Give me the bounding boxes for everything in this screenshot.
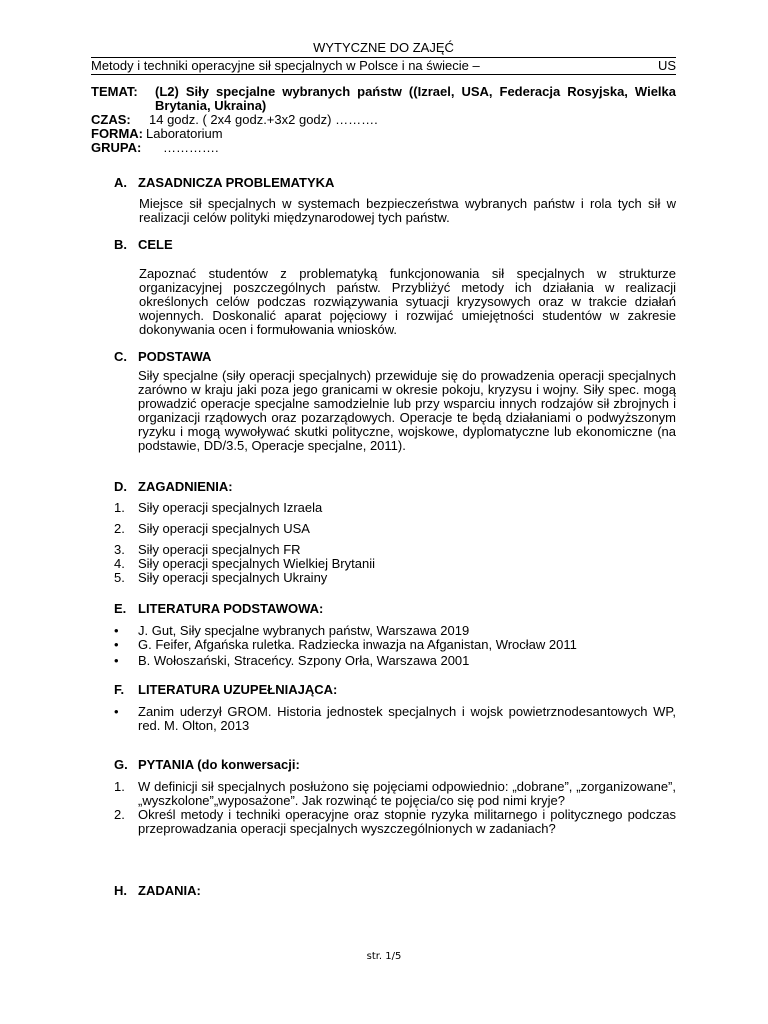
- list-item: • J. Gut, Siły specjalne wybranych państw, Warszawa 2019: [114, 623, 470, 638]
- section-a-text: Miejsce sił specjalnych w systemach bezpieczeństwa wybranych państw i rola tych sił w realizacji celów polityki międzynarodowej tych państw.: [139, 196, 676, 225]
- temat-row: [91, 85, 676, 113]
- section-c-text: Siły specjalne (siły operacji specjalnych) przewiduje się do prowadzenia operacji specjalnych zarówno w kraju jaki poza jego granicami w okresie pokoju, kryzysu i wojny. Siły spec. mogą prowadzić operacje specjalne samodzielnie lub przy wsparciu innych rodzajów sił zbrojnych i organizacji rządowych oraz pozarządowych. Operacje te będą działaniami o podwyższonym ryzyku i mogą wywoływać skutki polityczne, wojskowe, dyplomatyczne lub ekonomiczne (na podstawie, DD/3.5, Operacje specjalne, 2011).: [138, 368, 676, 453]
- section-title: LITERATURA PODSTAWOWA:: [138, 601, 324, 616]
- section-title: ZADANIA:: [138, 883, 201, 898]
- section-f-heading: [114, 682, 676, 698]
- section-letter: G.: [114, 757, 128, 772]
- section-d-heading: [114, 479, 676, 495]
- literatura-podstawowa-list: [91, 624, 676, 668]
- section-title: PODSTAWA: [138, 349, 212, 364]
- course-code: US: [657, 58, 676, 73]
- meta-block: [91, 85, 676, 155]
- forma-label: FORMA:: [91, 126, 143, 141]
- czas-row: [91, 113, 676, 127]
- czas-value: 14 godz. ( 2x4 godz.+3x2 godz) ……….: [149, 112, 378, 127]
- list-item: 4. Siły operacji specjalnych Wielkiej Brytanii: [114, 556, 375, 571]
- grupa-value: ………….: [163, 140, 219, 155]
- list-item: 1. W definicji sił specjalnych posłużono się pojęciami odpowiednio: „dobrane”, „zorganizowane”, „wyszkolone”„wyposażone”. Jak rozwinąć te pojęcia/co się pod nimi kryje?: [114, 779, 676, 808]
- forma-value: Laboratorium: [146, 126, 223, 141]
- section-e-heading: [114, 601, 676, 617]
- course-line: [91, 57, 676, 75]
- section-b-text: Zapoznać studentów z problematyką funkcjonowania sił specjalnych w strukturze organizacyjnej poszczególnych państw. Przybliżyć metody ich działania w realizacji określonych celów podczas rozwiązywania sytuacji kryzysowych oraz w trakcie działań wojennych. Doskonalić aparat pojęciowy i rozwijać umiejętności studentów w zakresie dokonywania ocen i formułowania wniosków.: [139, 266, 676, 337]
- section-h-heading: [114, 883, 676, 899]
- grupa-row: [91, 141, 676, 155]
- section-letter: F.: [114, 682, 125, 697]
- section-title: PYTANIA (do konwersacji:: [138, 757, 300, 772]
- section-letter: B.: [114, 237, 127, 252]
- list-item: • Zanim uderzył GROM. Historia jednostek specjalnych i wojsk powietrznodesantowych WP, red. M. Olton, 2013: [114, 704, 676, 733]
- list-item: 1. Siły operacji specjalnych Izraela: [114, 500, 323, 515]
- czas-label: CZAS:: [91, 112, 131, 127]
- section-letter: C.: [114, 349, 127, 364]
- section-b-heading: [114, 237, 676, 253]
- temat-value: (L2) Siły specjalne wybranych państw ((Izrael, USA, Federacja Rosyjska, Wielka Brytania, Ukraina): [155, 84, 676, 113]
- literatura-uzupelniajaca-list: [91, 705, 676, 733]
- section-letter: E.: [114, 601, 127, 616]
- section-g-heading: [114, 757, 676, 773]
- grupa-label: GRUPA:: [91, 140, 142, 155]
- list-item: • G. Feifer, Afgańska ruletka. Radziecka inwazja na Afganistan, Wrocław 2011: [114, 637, 577, 652]
- course-name: Metody i techniki operacyjne sił specjalnych w Polsce i na świecie –: [91, 58, 480, 73]
- page-number: str. 1/5: [366, 951, 402, 962]
- zagadnienia-list: [91, 501, 676, 585]
- list-item: 5. Siły operacji specjalnych Ukrainy: [114, 570, 328, 585]
- section-title: ZAGADNIENIA:: [138, 479, 233, 494]
- section-letter: A.: [114, 175, 127, 190]
- section-a-heading: [114, 175, 676, 191]
- forma-row: [91, 127, 676, 141]
- temat-label: TEMAT:: [91, 84, 138, 99]
- section-c-heading: [114, 349, 676, 365]
- section-title: LITERATURA UZUPEŁNIAJĄCA:: [138, 682, 338, 697]
- list-item: • B. Wołoszański, Straceńcy. Szpony Orła, Warszawa 2001: [114, 653, 470, 668]
- section-title: ZASADNICZA PROBLEMATYKA: [138, 175, 335, 190]
- document-title: WYTYCZNE DO ZAJĘĆ: [313, 40, 454, 55]
- section-letter: H.: [114, 883, 127, 898]
- list-item: 2. Siły operacji specjalnych USA: [114, 521, 310, 536]
- list-item: 3. Siły operacji specjalnych FR: [114, 542, 301, 557]
- section-title: CELE: [138, 237, 173, 252]
- document-page: [91, 40, 676, 899]
- pytania-list: [91, 780, 676, 836]
- section-letter: D.: [114, 479, 127, 494]
- list-item: 2. Określ metody i techniki operacyjne oraz stopnie ryzyka militarnego i politycznego podczas przeprowadzania operacji specjalnych wyszczególnionych w zadaniach?: [114, 807, 676, 836]
